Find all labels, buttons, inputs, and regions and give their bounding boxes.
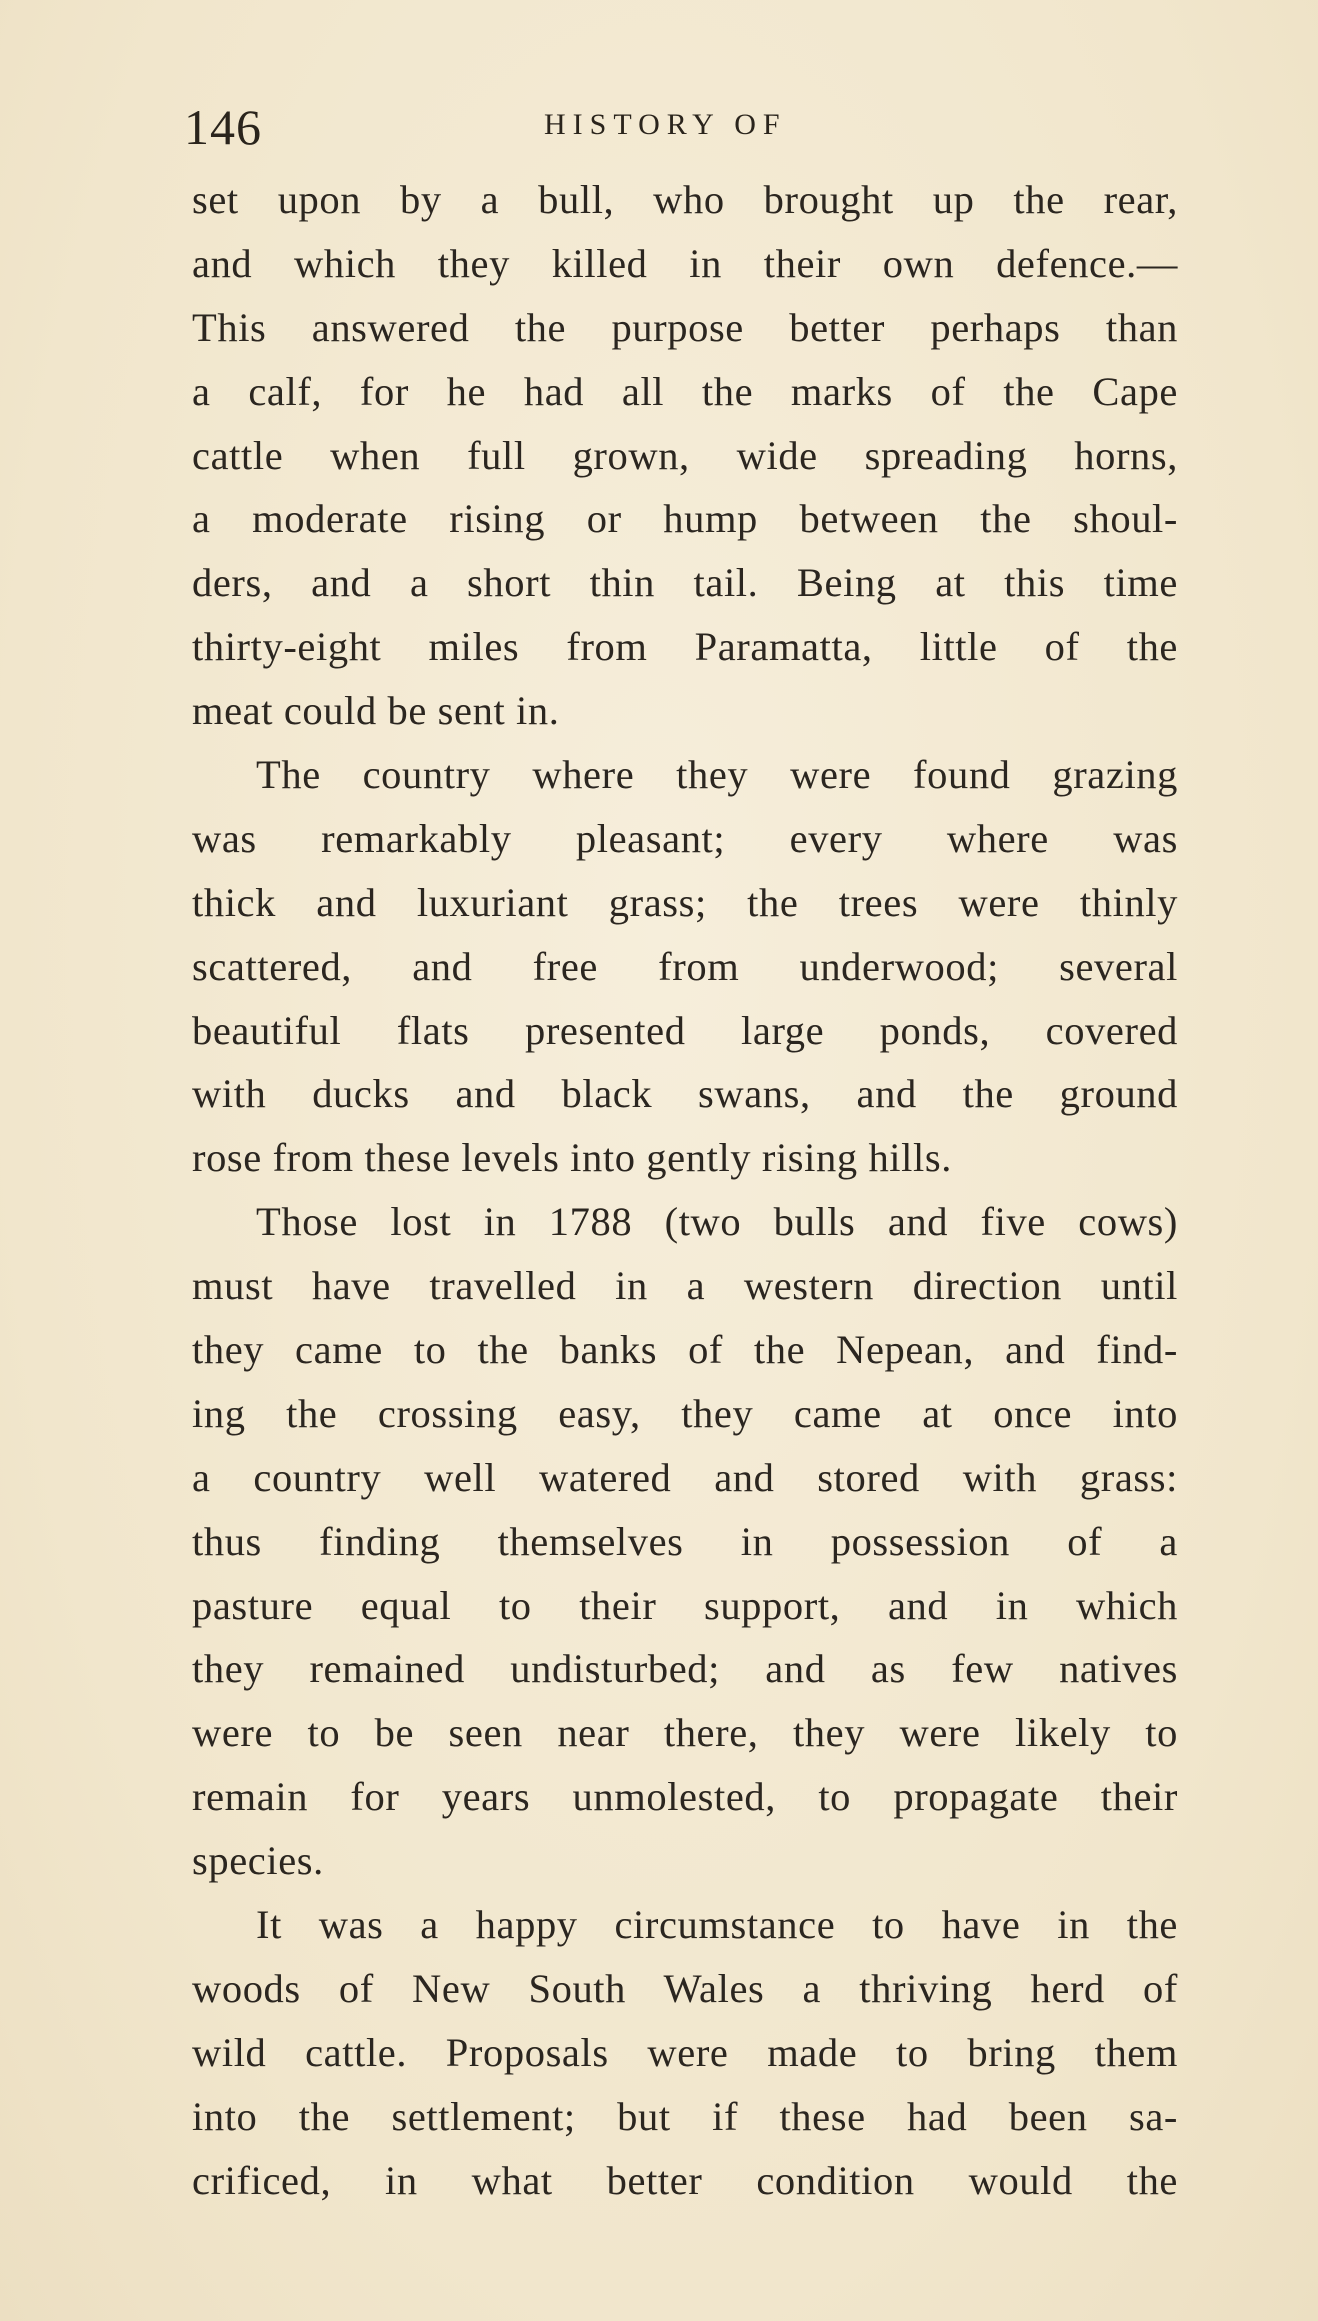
page-header bbox=[184, 98, 1164, 158]
text-line: cattle when full grown, wide spreading horns, bbox=[192, 432, 1178, 478]
text-line: a moderate rising or hump between the shoul- bbox=[192, 496, 1178, 542]
text-line: set upon by a bull, who brought up the rear, bbox=[192, 177, 1178, 222]
text-line: and which they killed in their own defence.— bbox=[192, 240, 1178, 286]
text-line: wild cattle. Proposals were made to bring them bbox=[192, 2029, 1178, 2075]
text-line: crificed, in what better condition would the bbox=[192, 2157, 1178, 2203]
text-line: species. bbox=[192, 1838, 324, 1884]
text-line: ders, and a short thin tail. Being at this time bbox=[192, 560, 1178, 606]
text-line: beautiful flats presented large ponds, covered bbox=[192, 1007, 1178, 1053]
text-line: rose from these levels into gently rising hills. bbox=[192, 1135, 952, 1181]
text-line: woods of New South Wales a thriving herd of bbox=[192, 1965, 1178, 2011]
text-line: a calf, for he had all the marks of the Cape bbox=[192, 368, 1178, 414]
paragraph-start-line: The country where they were found grazing bbox=[256, 752, 1178, 798]
body-text bbox=[192, 168, 1178, 2213]
text-line: they came to the banks of the Nepean, and find- bbox=[192, 1327, 1178, 1373]
text-line: thirty-eight miles from Paramatta, little of the bbox=[192, 624, 1178, 670]
paragraph-start-line: Those lost in 1788 (two bulls and five cows) bbox=[256, 1199, 1178, 1245]
text-line: must have travelled in a western direction until bbox=[192, 1263, 1178, 1309]
text-line: thus finding themselves in possession of a bbox=[192, 1518, 1178, 1564]
text-line: meat could be sent in. bbox=[192, 688, 560, 734]
text-line: into the settlement; but if these had been sa- bbox=[192, 2093, 1178, 2139]
text-line: were to be seen near there, they were likely to bbox=[192, 1710, 1178, 1756]
text-line: with ducks and black swans, and the ground bbox=[192, 1071, 1178, 1117]
text-line: thick and luxuriant grass; the trees were thinly bbox=[192, 879, 1178, 925]
text-line: This answered the purpose better perhaps than bbox=[192, 304, 1178, 350]
text-line: pasture equal to their support, and in which bbox=[192, 1582, 1178, 1628]
page-number: 146 bbox=[184, 99, 262, 155]
text-line: they remained undisturbed; and as few natives bbox=[192, 1646, 1178, 1692]
running-head: HISTORY OF bbox=[544, 108, 787, 141]
text-line: a country well watered and stored with grass: bbox=[192, 1454, 1178, 1500]
text-line: ing the crossing easy, they came at once into bbox=[192, 1390, 1178, 1436]
text-line: remain for years unmolested, to propagate their bbox=[192, 1774, 1178, 1820]
text-line: scattered, and free from underwood; several bbox=[192, 943, 1178, 989]
text-line: was remarkably pleasant; every where was bbox=[192, 815, 1178, 861]
paragraph-start-line: It was a happy circumstance to have in the bbox=[256, 1902, 1178, 1948]
